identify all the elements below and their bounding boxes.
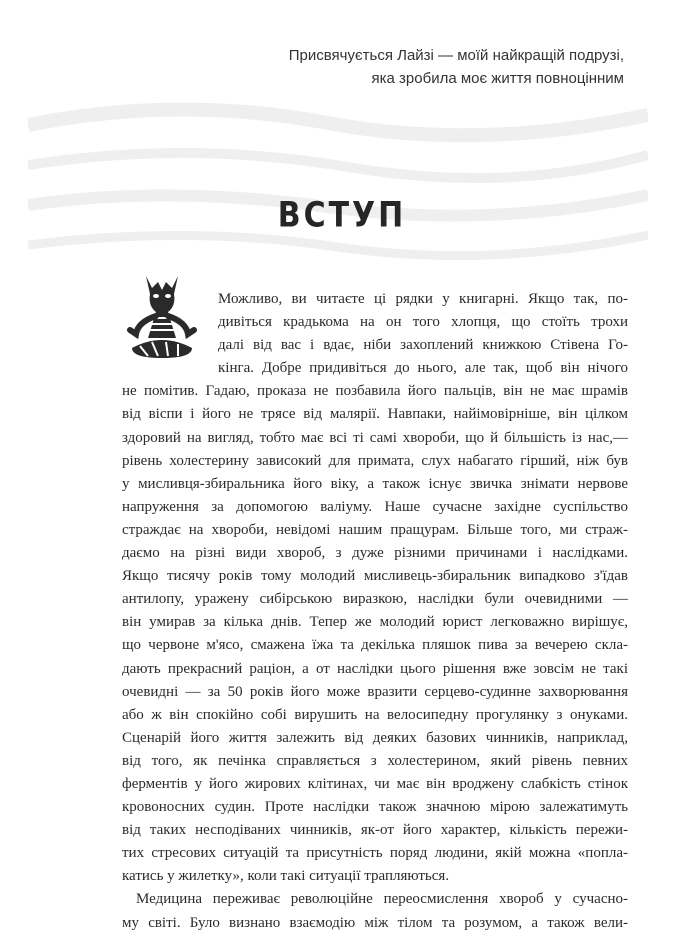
body-text [122,288,628,935]
body-line: дивіться крадькома на он того хлопця, що стоїть трохи [218,314,628,331]
body-line: Можливо, ви читаєте ці рядки у книгарні. Якщо так, по- [218,291,628,307]
dedication-line-1: Присвячується Лайзі — моїй найкращій подрузі, [288,47,624,64]
body-line: кінга. Добре придивіться до нього, але так, щоб він нічого [218,360,628,377]
body-line: він умирав за кілька днів. Тепер же молодий юрист легковажно вирішує, [122,614,628,631]
body-line: від таких несподіваних чинників, як-от його характер, кількість пережи- [122,822,628,839]
body-line: очевидні — за 50 років його може вразити серцево-судинне захворювання [122,683,628,700]
chapter-title: ВСТУП [277,195,407,236]
body-line: ферментів у його жирових клітинах, чи має він вроджену слабкість стінок [122,775,628,792]
body-line: Сценарій його життя залежить від деяких базових чинників, наприклад, [122,729,628,746]
body-line: напруження за допомогою валіуму. Наше сучасне західне суспільство [122,498,628,515]
body-line: даємо на різні види хвороб, з дуже різними причинами і наслідками. [122,545,628,562]
body-line: далі від вас і вдає, ніби захоплений книжкою Стівена Го- [218,337,628,354]
faint-watermark-texture [28,95,648,265]
body-line: антилопу, уражену сибірською виразкою, наслідки були очевидними — [122,591,628,608]
body-line: дають прекрасний раціон, а от наслідки цього рішення вже зовсім не такі [122,660,628,677]
dedication-line-2: яка зробила моє життя повноцінним [371,70,624,87]
body-line: Медицина переживає революційне переосмислення хвороб у сучасно- [136,891,628,908]
body-line: не помітив. Гадаю, проказа не позбавила його пальців, він не має шрамів [122,383,628,400]
dedication [204,44,624,90]
body-line: від віспи і його не трясе від малярії. Навпаки, найімовірніше, він цілком [122,406,628,423]
body-line: тих стресових ситуацій та присутність поряд людини, якій можна «попла- [122,845,628,862]
body-line: від того, як печінка справляється з холестерином, який рівень певних [122,752,628,769]
body-line: кровоносних судин. Проте наслідки також значною мірою залежатимуть [122,799,628,816]
body-line: му світі. Було визнано взаємодію між тілом та розумом, а також вели- [122,914,628,931]
body-line: що червоне м'ясо, смажена їжа та декілька пляшок пива за вечерею скла- [122,637,628,654]
body-line: страждає на хвороби, невідомі нашим пращурам. Більше того, ми страж- [122,521,628,538]
body-line: рівень холестерину зависокий для примата, слух набагато гірший, ніж був [122,452,628,469]
body-line: катись у жилетку», коли такі ситуації трапляються. [122,868,450,885]
body-line: здоровий на вигляд, тобто має всі ті самі хвороби, що й більшість із нас,— [122,429,628,446]
body-line: або ж він спокійно собі вирушить на велосипедну прогулянку з онуками. [122,706,628,723]
body-line: Якщо тисячу років тому молодий мисливець-збиральник випадково з'їдав [122,568,628,585]
body-line: у мисливця-збиральника його віку, а також існує звичка знімати нервове [122,475,628,492]
